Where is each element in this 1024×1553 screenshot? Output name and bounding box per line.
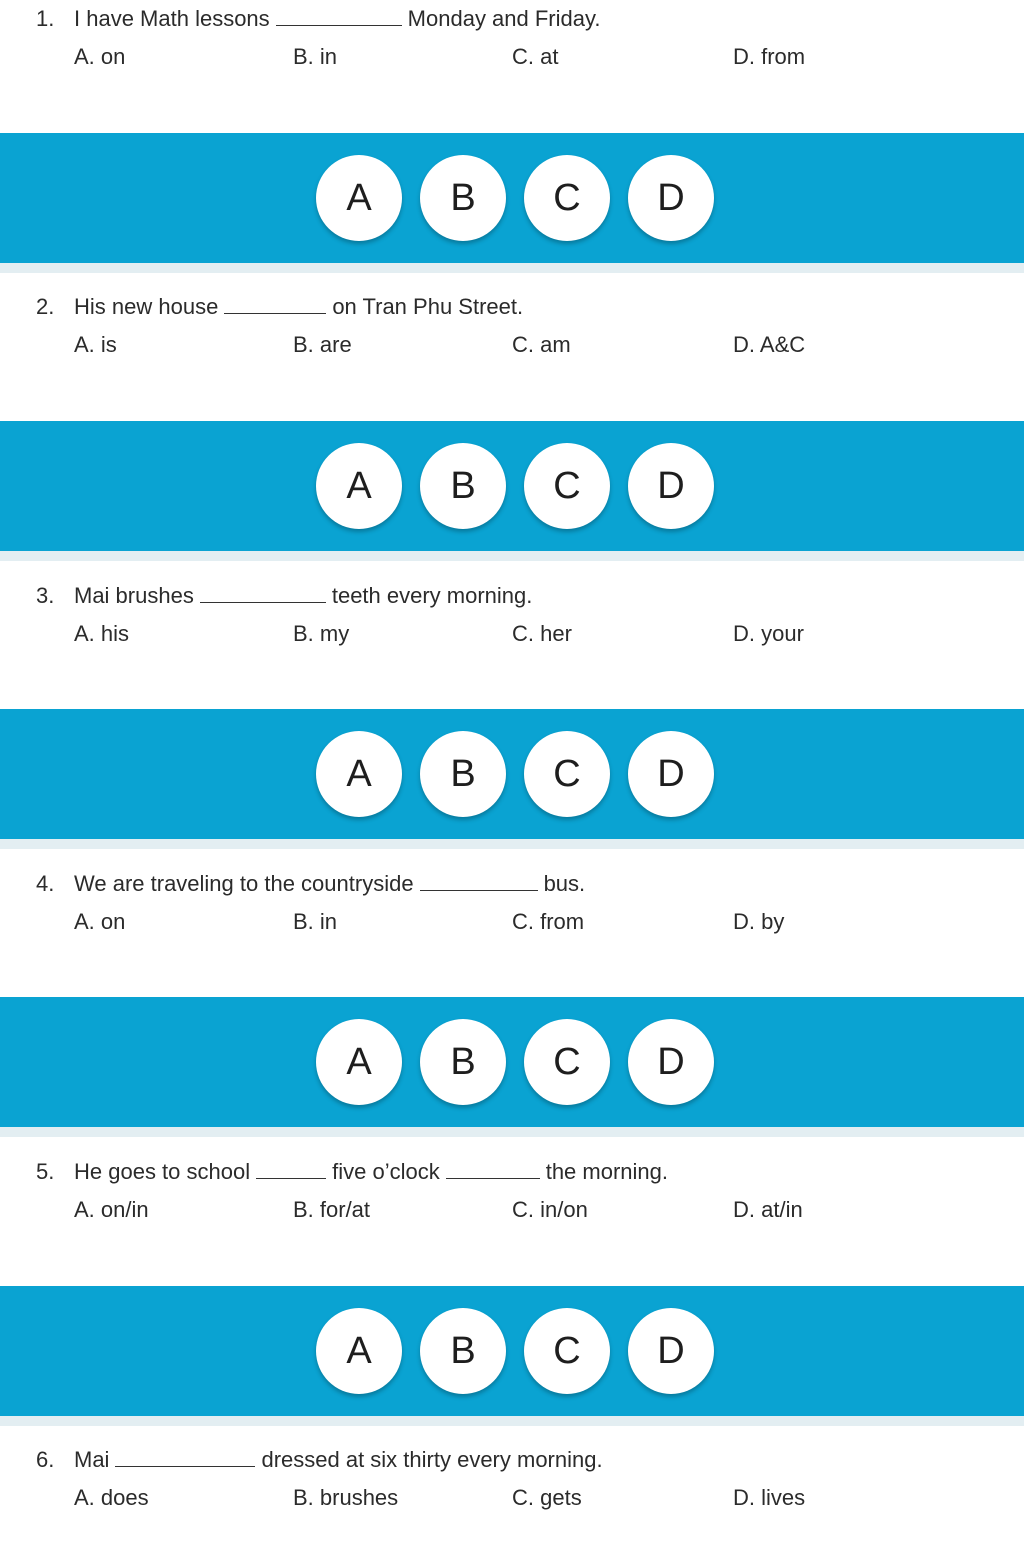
answer-blank: [200, 585, 326, 603]
question-5: [0, 1153, 1024, 1273]
answer-band-2: [0, 421, 1024, 551]
option-a: A. is: [74, 332, 117, 357]
question-3: [0, 577, 1024, 697]
answer-buttons: [316, 155, 714, 241]
question-number: 1.: [36, 6, 55, 31]
answer-buttons: [316, 1308, 714, 1394]
option-b: B. in: [293, 909, 338, 934]
answer-a-button[interactable]: A: [316, 1019, 402, 1105]
option-b: B. for/at: [293, 1197, 371, 1222]
answer-c-button[interactable]: C: [524, 1019, 610, 1105]
question-1: [0, 0, 1024, 120]
option-c: C. in/on: [512, 1197, 588, 1222]
answer-band-1: [0, 133, 1024, 263]
answer-b-button[interactable]: B: [420, 1019, 506, 1105]
answer-b-button[interactable]: B: [420, 443, 506, 529]
answer-a-button[interactable]: A: [316, 731, 402, 817]
question-number: 2.: [36, 294, 55, 319]
answer-buttons: [316, 1019, 714, 1105]
question-text-part: His new house: [74, 294, 219, 319]
answer-d-button[interactable]: D: [628, 443, 714, 529]
divider: [0, 1127, 1024, 1137]
question-text-part: dressed at six thirty every morning.: [261, 1447, 603, 1472]
option-d: D. A&C: [733, 332, 806, 357]
question-6-text: [36, 1447, 603, 1473]
answer-b-button[interactable]: B: [420, 1308, 506, 1394]
answer-a-button[interactable]: A: [316, 1308, 402, 1394]
question-2-text: [36, 294, 523, 320]
option-d: D. your: [733, 621, 804, 646]
answer-band-5: [0, 1286, 1024, 1416]
option-b: B. are: [293, 332, 352, 357]
option-a: A. on: [74, 909, 126, 934]
option-c: C. am: [512, 332, 571, 357]
divider: [0, 839, 1024, 849]
option-b: B. my: [293, 621, 350, 646]
answer-d-button[interactable]: D: [628, 1019, 714, 1105]
question-text-part: bus.: [543, 871, 586, 896]
question-text-part: the morning.: [545, 1159, 668, 1184]
option-b: B. in: [293, 44, 338, 69]
question-text-part: teeth every morning.: [331, 583, 533, 608]
question-number: 6.: [36, 1447, 55, 1472]
question-text-part: We are traveling to the countryside: [74, 871, 414, 896]
answer-blank: [276, 8, 402, 26]
option-c: C. at: [512, 44, 559, 69]
option-a: A. does: [74, 1485, 149, 1510]
question-1-text: [36, 6, 600, 32]
option-c: C. her: [512, 621, 572, 646]
question-5-text: [36, 1159, 668, 1185]
answer-a-button[interactable]: A: [316, 443, 402, 529]
answer-c-button[interactable]: C: [524, 1308, 610, 1394]
question-text-part: Monday and Friday.: [407, 6, 601, 31]
question-3-text: [36, 583, 532, 609]
answer-b-button[interactable]: B: [420, 731, 506, 817]
question-text-part: I have Math lessons: [74, 6, 270, 31]
question-text-part: five o’clock: [332, 1159, 440, 1184]
answer-d-button[interactable]: D: [628, 731, 714, 817]
question-text-part: He goes to school: [74, 1159, 251, 1184]
question-text-part: on Tran Phu Street.: [332, 294, 524, 319]
answer-blank: [115, 1449, 255, 1467]
answer-d-button[interactable]: D: [628, 155, 714, 241]
answer-b-button[interactable]: B: [420, 155, 506, 241]
answer-buttons: [316, 731, 714, 817]
answer-blank: [446, 1161, 540, 1179]
answer-a-button[interactable]: A: [316, 155, 402, 241]
answer-band-4: [0, 997, 1024, 1127]
answer-c-button[interactable]: C: [524, 443, 610, 529]
question-2: [0, 288, 1024, 408]
answer-blank: [224, 296, 326, 314]
question-number: 4.: [36, 871, 55, 896]
answer-buttons: [316, 443, 714, 529]
question-number: 5.: [36, 1159, 55, 1184]
answer-d-button[interactable]: D: [628, 1308, 714, 1394]
answer-c-button[interactable]: C: [524, 731, 610, 817]
answer-blank: [256, 1161, 326, 1179]
option-c: C. gets: [512, 1485, 582, 1510]
option-c: C. from: [512, 909, 585, 934]
option-d: D. lives: [733, 1485, 806, 1510]
question-4: [0, 865, 1024, 985]
option-a: A. on/in: [74, 1197, 149, 1222]
answer-band-3: [0, 709, 1024, 839]
divider: [0, 1416, 1024, 1426]
question-text-part: Mai brushes: [74, 583, 194, 608]
question-number: 3.: [36, 583, 55, 608]
option-b: B. brushes: [293, 1485, 399, 1510]
answer-c-button[interactable]: C: [524, 155, 610, 241]
answer-blank: [420, 873, 538, 891]
option-a: A. his: [74, 621, 130, 646]
divider: [0, 263, 1024, 273]
option-d: D. from: [733, 44, 806, 69]
divider: [0, 551, 1024, 561]
option-a: A. on: [74, 44, 126, 69]
option-d: D. by: [733, 909, 785, 934]
option-d: D. at/in: [733, 1197, 803, 1222]
question-6: [0, 1441, 1024, 1553]
question-text-part: Mai: [74, 1447, 110, 1472]
question-4-text: [36, 871, 585, 897]
